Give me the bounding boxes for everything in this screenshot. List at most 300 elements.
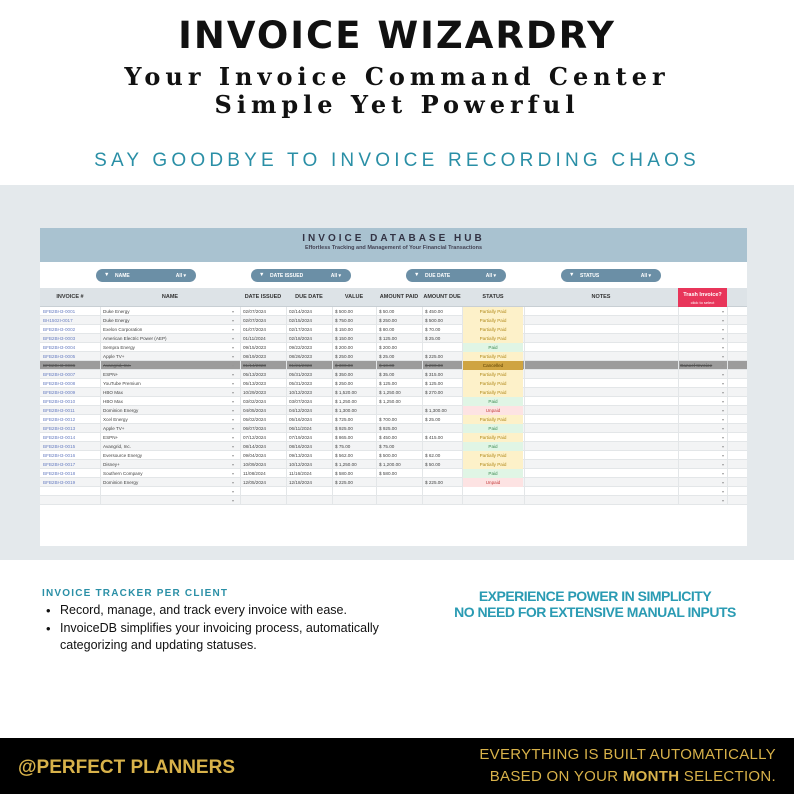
cell-paid: $ 125.00 bbox=[379, 336, 397, 341]
column-divider bbox=[524, 406, 525, 415]
column-divider bbox=[332, 469, 333, 478]
cell-invoice: BFB2BH3-0011 bbox=[43, 408, 75, 413]
chevron-down-icon[interactable]: ▾ bbox=[722, 489, 725, 494]
trash-select[interactable] bbox=[680, 415, 725, 424]
cell-name[interactable]: Eversource Energy bbox=[103, 453, 143, 458]
trash-select[interactable] bbox=[680, 469, 725, 478]
cell-paid: $ 925.00 bbox=[379, 426, 397, 431]
cell-name[interactable]: Exelon Corporation bbox=[103, 327, 143, 332]
column-divider bbox=[376, 352, 377, 361]
chevron-down-icon[interactable]: ▾ bbox=[232, 498, 235, 503]
column-divider bbox=[286, 415, 287, 424]
trash-select[interactable] bbox=[680, 478, 725, 487]
table-row bbox=[40, 325, 747, 334]
chevron-down-icon[interactable]: ▾ bbox=[722, 426, 725, 431]
column-divider bbox=[100, 370, 101, 379]
column-divider bbox=[422, 397, 423, 406]
column-divider bbox=[376, 451, 377, 460]
hub-title: INVOICE DATABASE HUB bbox=[302, 233, 485, 244]
column-divider bbox=[332, 487, 333, 496]
cell-name[interactable]: Apple TV+ bbox=[103, 426, 125, 431]
column-divider bbox=[332, 334, 333, 343]
column-divider bbox=[524, 478, 525, 487]
col-trash[interactable] bbox=[678, 288, 727, 307]
cell-issued: 01/11/2024 bbox=[243, 336, 266, 341]
cell-paid: $ 35.00 bbox=[379, 372, 395, 377]
cell-name[interactable]: Avangrid, Inc. bbox=[103, 444, 132, 449]
chevron-down-icon[interactable]: ▾ bbox=[232, 471, 235, 476]
chevron-down-icon[interactable]: ▾ bbox=[722, 435, 725, 440]
cell-name[interactable]: HBO Max bbox=[103, 399, 123, 404]
column-divider bbox=[524, 370, 525, 379]
column-divider bbox=[727, 496, 728, 505]
cell-name[interactable]: Dominion Energy bbox=[103, 408, 139, 413]
column-divider bbox=[524, 397, 525, 406]
chevron-down-icon[interactable]: ▾ bbox=[232, 462, 235, 467]
trash-select[interactable] bbox=[680, 325, 725, 334]
column-divider bbox=[376, 370, 377, 379]
status-badge: Partially Paid bbox=[463, 388, 523, 397]
column-divider bbox=[678, 496, 679, 505]
column-divider bbox=[332, 460, 333, 469]
chevron-down-icon[interactable]: ▾ bbox=[722, 336, 725, 341]
cell-value: $ 350.00 bbox=[335, 372, 353, 377]
chevron-down-icon[interactable]: ▾ bbox=[232, 381, 235, 386]
column-divider bbox=[332, 325, 333, 334]
empty-row bbox=[40, 496, 747, 505]
trash-header-label: Trash Invoice? bbox=[683, 292, 722, 298]
trash-select[interactable] bbox=[680, 433, 725, 442]
cell-invoice: BFB2BH3-0002 bbox=[43, 327, 76, 332]
column-divider bbox=[462, 487, 463, 496]
column-divider bbox=[100, 433, 101, 442]
column-divider bbox=[678, 478, 679, 487]
column-divider bbox=[100, 469, 101, 478]
cell-name[interactable]: ESPN+ bbox=[103, 372, 119, 377]
chevron-down-icon[interactable]: ▾ bbox=[232, 435, 235, 440]
cell-due: 02/15/2024 bbox=[289, 318, 312, 323]
column-divider bbox=[376, 442, 377, 451]
status-badge: Partially Paid bbox=[463, 415, 523, 424]
cell-name[interactable]: Apple TV+ bbox=[103, 354, 125, 359]
cell-amount-due: $ 290.00 bbox=[425, 363, 443, 368]
cell-issued: 10/09/2024 bbox=[243, 462, 266, 467]
column-divider bbox=[727, 424, 728, 433]
column-divider bbox=[422, 424, 423, 433]
chevron-down-icon[interactable]: ▾ bbox=[722, 372, 725, 377]
filter-date-issued[interactable] bbox=[251, 269, 351, 282]
chevron-down-icon[interactable]: ▾ bbox=[722, 444, 725, 449]
column-divider bbox=[524, 307, 525, 316]
column-divider bbox=[332, 433, 333, 442]
cell-name[interactable]: Avangrid, Inc. bbox=[103, 363, 132, 368]
trash-select[interactable] bbox=[680, 379, 725, 388]
table-row bbox=[40, 442, 747, 451]
cell-paid: $ 580.00 bbox=[379, 471, 397, 476]
status-badge: Partially Paid bbox=[463, 352, 523, 361]
cell-due: 02/14/2024 bbox=[289, 309, 312, 314]
filter-value: All ▾ bbox=[485, 273, 496, 279]
chevron-down-icon[interactable]: ▾ bbox=[722, 498, 725, 503]
column-divider bbox=[727, 388, 728, 397]
column-divider bbox=[727, 325, 728, 334]
chevron-down-icon[interactable]: ▾ bbox=[232, 345, 235, 350]
column-divider bbox=[678, 415, 679, 424]
column-divider bbox=[422, 460, 423, 469]
cell-name[interactable]: Sempra Energy bbox=[103, 345, 135, 350]
column-divider bbox=[286, 352, 287, 361]
chevron-down-icon[interactable]: ▾ bbox=[722, 327, 725, 332]
cell-paid: $ 75.00 bbox=[379, 444, 395, 449]
col-notes: NOTES bbox=[591, 294, 611, 300]
chevron-down-icon[interactable]: ▾ bbox=[232, 390, 235, 395]
cell-name[interactable]: Duke Energy bbox=[103, 318, 130, 323]
column-divider bbox=[100, 478, 101, 487]
cell-issued: 11/08/2024 bbox=[243, 471, 266, 476]
column-divider bbox=[524, 388, 525, 397]
trash-select[interactable] bbox=[680, 334, 725, 343]
column-divider bbox=[727, 307, 728, 316]
column-divider bbox=[678, 424, 679, 433]
chevron-down-icon[interactable]: ▾ bbox=[722, 417, 725, 422]
cell-value: $ 75.00 bbox=[335, 444, 351, 449]
cell-amount-due: $ 62.00 bbox=[425, 453, 441, 458]
chevron-down-icon[interactable]: ▾ bbox=[722, 345, 725, 350]
column-divider bbox=[286, 325, 287, 334]
cell-value: $ 225.00 bbox=[335, 480, 353, 485]
cell-paid: $ 10.00 bbox=[379, 363, 395, 368]
trash-select[interactable] bbox=[680, 406, 725, 415]
cell-paid: $ 1,200.00 bbox=[379, 462, 401, 467]
column-divider bbox=[524, 460, 525, 469]
column-divider bbox=[100, 406, 101, 415]
column-divider bbox=[376, 487, 377, 496]
trash-select[interactable] bbox=[680, 307, 725, 316]
filter-label: NAME bbox=[115, 273, 130, 279]
cell-name[interactable]: Duke Energy bbox=[103, 309, 130, 314]
status-badge: Unpaid bbox=[463, 406, 523, 415]
col-status: STATUS bbox=[482, 294, 504, 300]
column-divider bbox=[100, 496, 101, 505]
column-divider bbox=[376, 406, 377, 415]
cell-value: $ 750.00 bbox=[335, 318, 353, 323]
column-divider bbox=[422, 334, 423, 343]
table-row bbox=[40, 343, 747, 352]
cell-name[interactable]: HBO Max bbox=[103, 390, 123, 395]
footer-line-1: EVERYTHING IS BUILT AUTOMATICALLY bbox=[479, 746, 776, 763]
chevron-down-icon[interactable]: ▾ bbox=[232, 489, 235, 494]
column-divider bbox=[332, 451, 333, 460]
column-divider bbox=[240, 442, 241, 451]
column-divider bbox=[286, 361, 287, 370]
table-row bbox=[40, 307, 747, 316]
column-divider bbox=[422, 379, 423, 388]
cell-due: 06/11/2024 bbox=[289, 426, 312, 431]
cell-name[interactable]: Dominion Energy bbox=[103, 480, 139, 485]
column-divider bbox=[286, 379, 287, 388]
trash-select[interactable] bbox=[680, 460, 725, 469]
column-divider bbox=[376, 469, 377, 478]
column-divider bbox=[524, 334, 525, 343]
column-divider bbox=[100, 442, 101, 451]
column-divider bbox=[332, 307, 333, 316]
table-body bbox=[40, 307, 747, 505]
column-divider bbox=[240, 334, 241, 343]
cell-invoice: BFB2BH3-0013 bbox=[43, 426, 76, 431]
column-divider bbox=[524, 424, 525, 433]
column-divider bbox=[422, 316, 423, 325]
column-divider bbox=[422, 406, 423, 415]
column-divider bbox=[332, 415, 333, 424]
column-divider bbox=[286, 487, 287, 496]
cell-amount-due: $ 500.00 bbox=[425, 318, 443, 323]
cell-issued: 12/05/2024 bbox=[243, 480, 266, 485]
trash-select[interactable] bbox=[680, 352, 725, 361]
filter-value: All ▾ bbox=[175, 273, 186, 279]
hero-subtitle-2: Simple Yet Powerful bbox=[214, 90, 580, 119]
column-divider bbox=[678, 442, 679, 451]
chevron-down-icon[interactable]: ▾ bbox=[232, 417, 235, 422]
filter-label: STATUS bbox=[580, 273, 600, 279]
column-divider bbox=[678, 325, 679, 334]
cell-issued: 05/13/2023 bbox=[243, 381, 266, 386]
cell-amount-due: $ 125.00 bbox=[425, 381, 443, 386]
cell-amount-due: $ 25.00 bbox=[425, 336, 441, 341]
column-divider bbox=[286, 496, 287, 505]
trash-select[interactable] bbox=[680, 370, 725, 379]
chevron-down-icon[interactable]: ▾ bbox=[232, 372, 235, 377]
column-divider bbox=[100, 361, 101, 370]
column-divider bbox=[332, 397, 333, 406]
column-divider bbox=[422, 352, 423, 361]
chevron-down-icon[interactable]: ▾ bbox=[722, 399, 725, 404]
column-divider bbox=[422, 343, 423, 352]
cell-amount-due: $ 70.00 bbox=[425, 327, 441, 332]
chevron-down-icon[interactable]: ▾ bbox=[232, 318, 235, 323]
trash-select[interactable] bbox=[680, 397, 725, 406]
column-divider bbox=[376, 316, 377, 325]
column-divider bbox=[678, 379, 679, 388]
status-badge: Partially Paid bbox=[463, 460, 523, 469]
col-due: DUE DATE bbox=[295, 294, 323, 300]
cell-name[interactable]: American Electric Power (AEP) bbox=[103, 336, 167, 341]
trash-select[interactable] bbox=[680, 316, 725, 325]
cell-paid: $ 1,250.00 bbox=[379, 399, 401, 404]
column-divider bbox=[286, 433, 287, 442]
column-divider bbox=[100, 307, 101, 316]
chevron-down-icon[interactable]: ▾ bbox=[722, 381, 725, 386]
chevron-down-icon[interactable]: ▾ bbox=[232, 444, 235, 449]
table-row bbox=[40, 478, 747, 487]
chevron-down-icon[interactable]: ▾ bbox=[232, 336, 235, 341]
status-badge: Partially Paid bbox=[463, 451, 523, 460]
cell-name[interactable]: Southern Company bbox=[103, 471, 143, 476]
chevron-down-icon[interactable]: ▾ bbox=[232, 480, 235, 485]
footer-highlight: MONTH bbox=[622, 768, 680, 785]
column-divider bbox=[240, 370, 241, 379]
chevron-down-icon[interactable]: ▾ bbox=[232, 408, 235, 413]
chevron-down-icon[interactable]: ▾ bbox=[232, 363, 235, 368]
column-divider bbox=[727, 406, 728, 415]
column-divider bbox=[524, 361, 525, 370]
column-divider bbox=[376, 343, 377, 352]
col-paid: AMOUNT PAID bbox=[379, 294, 419, 300]
cell-invoice: BFB2BH3-0014 bbox=[43, 435, 76, 440]
chevron-down-icon[interactable]: ▾ bbox=[722, 408, 725, 413]
cell-amount-due: $ 270.00 bbox=[425, 390, 443, 395]
hub-subtitle: Effortless Tracking and Management of Your Financial Transactions bbox=[304, 245, 483, 251]
filter-icon: ▼ bbox=[569, 272, 575, 278]
chevron-down-icon[interactable]: ▾ bbox=[722, 471, 725, 476]
column-divider bbox=[376, 397, 377, 406]
filter-label: DATE ISSUED bbox=[270, 273, 304, 279]
chevron-down-icon[interactable]: ▾ bbox=[722, 462, 725, 467]
filter-due-date[interactable] bbox=[406, 269, 506, 282]
column-divider bbox=[240, 379, 241, 388]
column-divider bbox=[376, 307, 377, 316]
filter-name[interactable] bbox=[96, 269, 196, 282]
status-badge: Partially Paid bbox=[463, 433, 523, 442]
cell-due: 08/16/2024 bbox=[289, 444, 312, 449]
feature-item: • Record, manage, and track every invoice with ease. bbox=[44, 602, 384, 619]
filter-status[interactable] bbox=[561, 269, 661, 282]
column-divider bbox=[286, 460, 287, 469]
empty-row bbox=[40, 487, 747, 496]
cell-due: 10/12/2024 bbox=[289, 462, 312, 467]
cell-due: 10/12/2023 bbox=[289, 390, 312, 395]
column-divider bbox=[376, 388, 377, 397]
filter-icon: ▼ bbox=[259, 272, 265, 278]
column-divider bbox=[678, 469, 679, 478]
column-divider bbox=[524, 442, 525, 451]
cell-value: $ 300.00 bbox=[335, 363, 353, 368]
chevron-down-icon[interactable]: ▾ bbox=[722, 363, 725, 368]
cell-due: 04/12/2024 bbox=[289, 408, 312, 413]
column-divider bbox=[100, 415, 101, 424]
status-badge: Paid bbox=[463, 424, 523, 433]
cell-issued: 02/07/2024 bbox=[243, 318, 266, 323]
chevron-down-icon[interactable]: ▾ bbox=[722, 453, 725, 458]
chevron-down-icon[interactable]: ▾ bbox=[232, 327, 235, 332]
cell-invoice: BFB2BH3-0008 bbox=[43, 381, 76, 386]
col-name: NAME bbox=[161, 294, 179, 300]
cell-name[interactable]: ESPN+ bbox=[103, 435, 119, 440]
column-divider bbox=[678, 334, 679, 343]
column-divider bbox=[422, 415, 423, 424]
column-divider bbox=[100, 325, 101, 334]
column-divider bbox=[240, 415, 241, 424]
column-divider bbox=[286, 370, 287, 379]
chevron-down-icon[interactable]: ▾ bbox=[232, 354, 235, 359]
cell-issued: 09/04/2024 bbox=[243, 453, 266, 458]
chevron-down-icon[interactable]: ▾ bbox=[232, 426, 235, 431]
cell-paid bbox=[379, 406, 422, 415]
cell-due: 09/22/2023 bbox=[289, 345, 312, 350]
column-divider bbox=[678, 316, 679, 325]
table-row bbox=[40, 433, 747, 442]
cell-due: 02/17/2024 bbox=[289, 327, 312, 332]
cell-value: $ 865.00 bbox=[335, 435, 353, 440]
column-divider bbox=[376, 379, 377, 388]
column-divider bbox=[524, 469, 525, 478]
column-divider bbox=[727, 397, 728, 406]
hub-header bbox=[40, 228, 747, 262]
cell-value: $ 1,250.00 bbox=[335, 462, 357, 467]
column-divider bbox=[100, 487, 101, 496]
trash-select[interactable]: Cancel Invoice bbox=[680, 363, 713, 368]
column-divider bbox=[422, 370, 423, 379]
table-row bbox=[40, 424, 747, 433]
column-divider bbox=[376, 361, 377, 370]
chevron-down-icon[interactable]: ▾ bbox=[722, 318, 725, 323]
column-divider bbox=[727, 442, 728, 451]
cell-amount-due: $ 225.00 bbox=[425, 480, 443, 485]
chevron-down-icon[interactable]: ▾ bbox=[232, 309, 235, 314]
features-title: INVOICE TRACKER PER CLIENT bbox=[42, 588, 229, 599]
cell-paid: $ 80.00 bbox=[379, 327, 395, 332]
cell-due: 07/19/2024 bbox=[289, 435, 312, 440]
chevron-down-icon[interactable]: ▾ bbox=[232, 399, 235, 404]
cell-due: 12/18/2024 bbox=[289, 480, 312, 485]
cell-amount-due: $ 1,300.00 bbox=[425, 408, 447, 413]
cell-due: 05/16/2024 bbox=[289, 417, 312, 422]
cell-value: $ 925.00 bbox=[335, 426, 353, 431]
footer-line-2 bbox=[490, 768, 776, 785]
chevron-down-icon[interactable]: ▾ bbox=[232, 453, 235, 458]
chevron-down-icon[interactable]: ▾ bbox=[722, 354, 725, 359]
cell-value: $ 725.00 bbox=[335, 417, 353, 422]
column-divider bbox=[100, 397, 101, 406]
column-divider bbox=[727, 379, 728, 388]
cell-paid: $ 250.00 bbox=[379, 318, 397, 323]
column-divider bbox=[240, 325, 241, 334]
table-row bbox=[40, 316, 747, 325]
trash-select[interactable] bbox=[680, 442, 725, 451]
status-badge: Cancelled bbox=[463, 361, 523, 370]
trash-select[interactable] bbox=[680, 343, 725, 352]
status-badge: Paid bbox=[463, 442, 523, 451]
spreadsheet-preview bbox=[40, 228, 747, 546]
column-divider bbox=[524, 415, 525, 424]
table-row bbox=[40, 379, 747, 388]
chevron-down-icon[interactable]: ▾ bbox=[722, 309, 725, 314]
column-divider bbox=[240, 406, 241, 415]
cell-name[interactable]: Disney+ bbox=[103, 462, 120, 467]
col-amount-due: AMOUNT DUE bbox=[423, 294, 461, 300]
column-divider bbox=[422, 478, 423, 487]
chevron-down-icon[interactable]: ▾ bbox=[722, 480, 725, 485]
column-divider bbox=[332, 388, 333, 397]
cell-paid: $ 125.00 bbox=[379, 381, 397, 386]
cell-invoice: BFB2BH3-0006 bbox=[43, 363, 76, 368]
trash-select[interactable] bbox=[680, 424, 725, 433]
column-divider bbox=[678, 352, 679, 361]
column-divider bbox=[100, 424, 101, 433]
experience-line-1: EXPERIENCE POWER IN SIMPLICITY bbox=[478, 588, 712, 604]
column-divider bbox=[332, 379, 333, 388]
trash-select[interactable] bbox=[680, 451, 725, 460]
cell-name[interactable]: YouTube Premium bbox=[103, 381, 141, 386]
cell-due: 01/21/2023 bbox=[289, 363, 312, 368]
chevron-down-icon[interactable]: ▾ bbox=[722, 390, 725, 395]
column-divider bbox=[286, 406, 287, 415]
cell-issued: 02/07/2024 bbox=[243, 309, 266, 314]
col-invoice: INVOICE # bbox=[56, 294, 84, 300]
trash-select[interactable] bbox=[680, 388, 725, 397]
column-divider bbox=[376, 415, 377, 424]
cell-name[interactable]: Xcel Energy bbox=[103, 417, 128, 422]
filter-icon: ▼ bbox=[414, 272, 420, 278]
